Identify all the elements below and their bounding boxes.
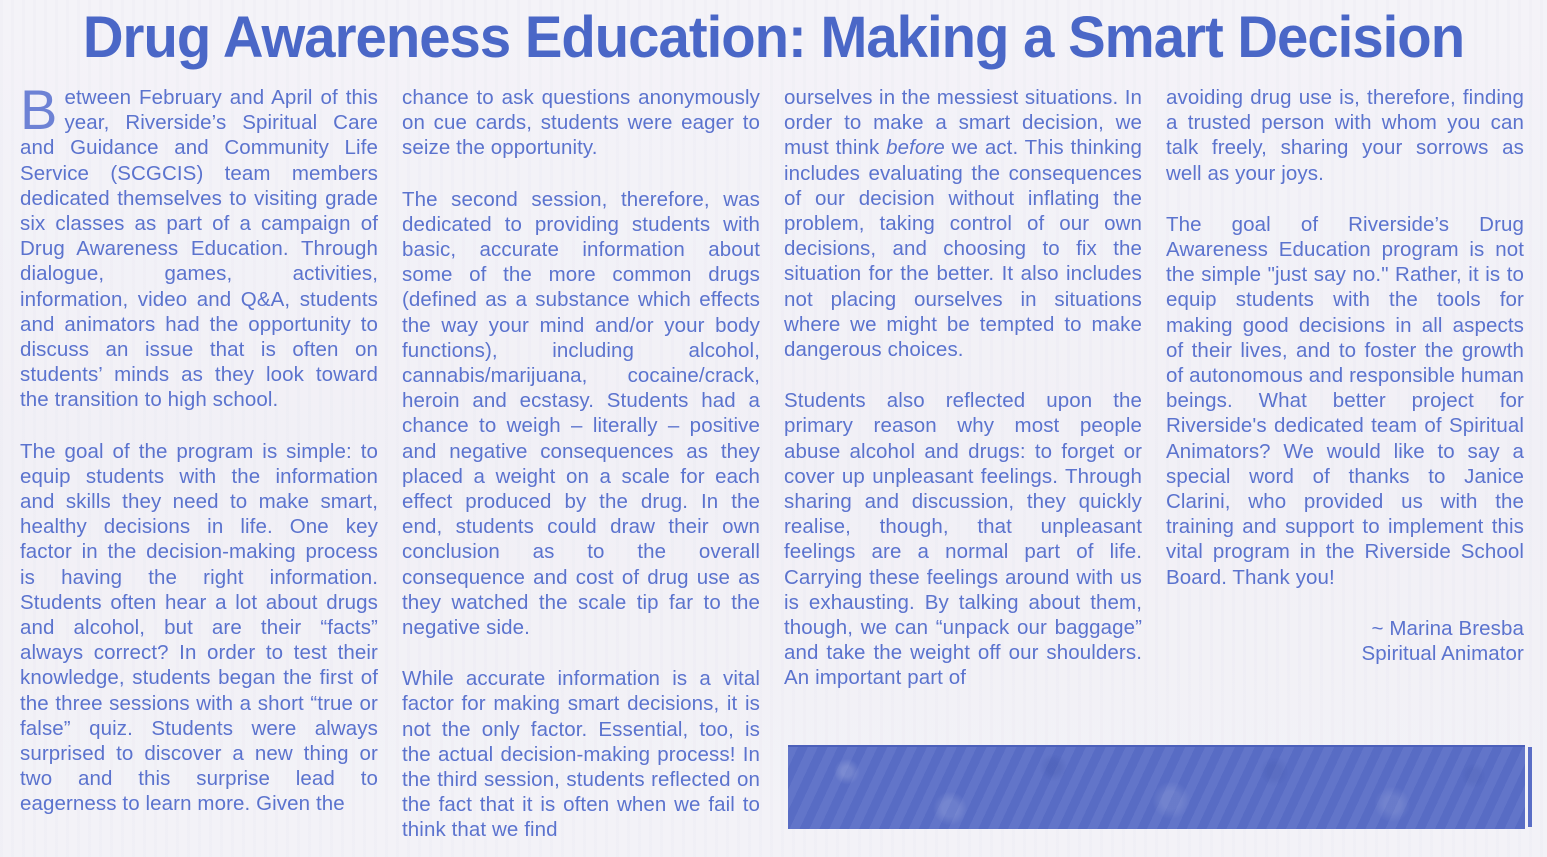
paragraph <box>784 388 1142 690</box>
text-segment: avoiding drug use is, therefore, finding a trusted person with whom you can talk freely, sharing your sorrows as well as your joys. <box>1166 86 1524 185</box>
text-segment: etween February and April of this year, Riverside’s Spiritual Care and Guidance and Community Life Service (SCGCIS) team members dedicated themselves to visiting grade six classes as part of a campaign of Drug Awareness Education. Through dialogue, games, activities, information, video and Q&A, students and animators had the opportunity to discuss an issue that is often on students’ minds as they look toward the transition to high school. <box>20 86 378 412</box>
text-segment: we act. This thinking includes evaluating the consequences of our decision without inflating the problem, taking control of our own decisions, and choosing to fix the situation for the better. It also includes not placing ourselves in situations where we might be tempted to make dangerous choices. <box>784 136 1143 362</box>
article-column <box>402 85 760 843</box>
article-body <box>0 78 1547 843</box>
text-segment: The second session, therefore, was dedicated to providing students with basic, accurate information about some of the more common drugs (defined as a substance which effects the way your mind and/or your body functions), including alcohol, cannabis/marijuana, cocaine/crack, heroin and ecstasy. Students had a chance to weigh – literally – positive and negative consequences as they placed a weight on a scale for each effect produced by the drug. In the end, students could draw their own conclusion as to the overall consequence and cost of drug use as they watched the scale tip far to the negative side. <box>402 187 760 640</box>
drop-cap: B <box>20 78 58 141</box>
paragraph <box>402 187 760 641</box>
bottom-photo-strip-edge <box>1528 747 1532 827</box>
paragraph <box>402 666 760 842</box>
paragraph <box>1166 641 1524 666</box>
text-segment: The goal of Riverside’s Drug Awareness Education program is not the simple "just say no." Rather, it is to equip students with the tools for making good decisions in all aspects of their lives, and to foster the growth of autonomous and responsible human beings. What better project for Riverside's dedicated team of Spiritual Animators? We would like to say a special word of thanks to Janice Clarini, who provided us with the training and support to implement this vital program in the Riverside School Board. Thank you! <box>1166 212 1524 589</box>
paragraph <box>784 85 1142 362</box>
text-segment: The goal of the program is simple: to equip students with the information and skills they need to make smart, healthy decisions in life. One key factor in the decision-making process is having the right information. Students often hear a lot about drugs and alcohol, but are their “facts” always correct? In order to test their knowledge, students began the first of the three sessions with a short “true or false” quiz. Students were always surprised to discover a new thing or two and this surprise lead to eagerness to learn more. Given the <box>20 439 378 816</box>
paragraph <box>20 78 378 413</box>
text-segment: Students also reflected upon the primary reason why most people abuse alcohol and drugs: to forget or cover up unpleasant feelings. Through sharing and discussion, they quickly realise, though, that unpleasant feelings are a normal part of life. Carrying these feelings around with us is exhausting. By talking about them, though, we can “unpack our baggage” and take the weight off our shoulders. An important part of <box>784 389 1142 690</box>
paragraph <box>1166 85 1524 186</box>
paragraph <box>1166 212 1524 590</box>
text-segment: chance to ask questions anonymously on cue cards, students were eager to seize the opportunity. <box>402 86 760 160</box>
paragraph <box>20 439 378 817</box>
text-segment: Spiritual Animator <box>1361 642 1524 666</box>
article-column <box>1166 85 1524 843</box>
text-segment: ~ Marina Bresba <box>1371 616 1524 640</box>
article-title: Drug Awareness Education: Making a Smart Decision <box>82 5 1465 70</box>
text-segment: While accurate information is a vital factor for making smart decisions, it is not the only factor. Essential, too, is the actual decision-making process! In the third session, students reflected on the fact that it is often when we fail to think that we find <box>402 667 760 842</box>
article-column <box>784 85 1142 843</box>
paragraph <box>402 85 760 161</box>
text-segment: before <box>886 136 945 160</box>
article-column <box>20 78 378 843</box>
text-segment: ourselves in the messiest situations. In order to make a smart decision, we must think <box>784 86 1142 160</box>
paragraph <box>1166 616 1524 641</box>
bottom-photo-strip <box>788 745 1525 829</box>
